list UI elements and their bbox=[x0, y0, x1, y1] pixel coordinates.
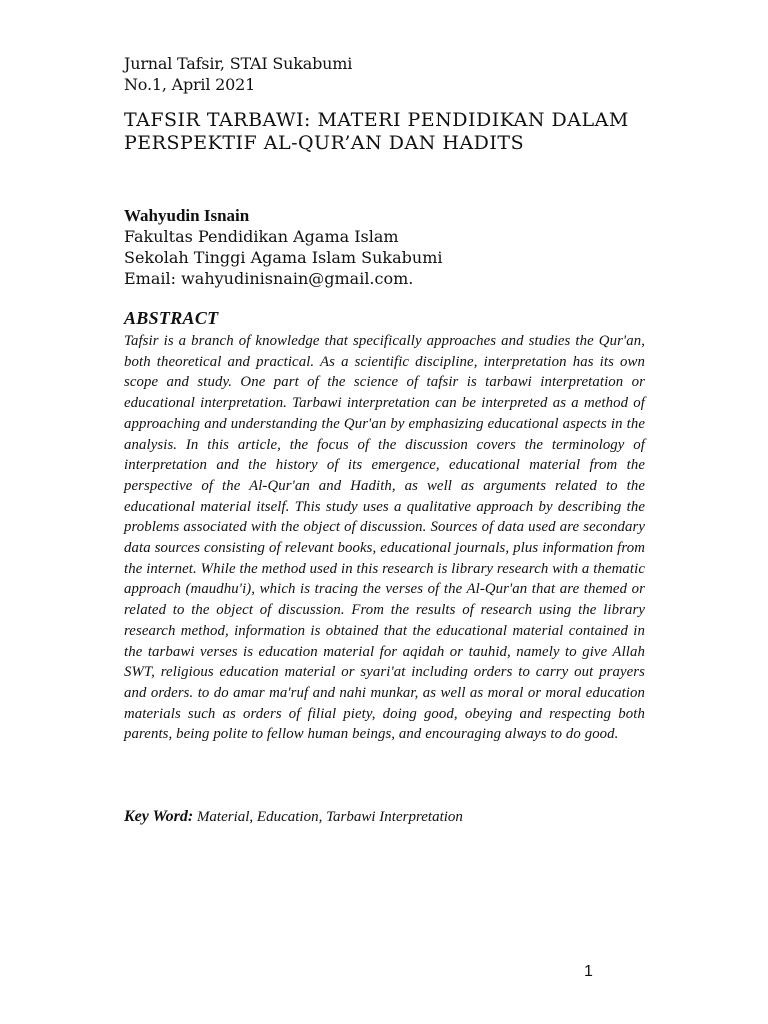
page-number: 1 bbox=[584, 963, 593, 980]
abstract-body: Tafsir is a branch of knowledge that specifically approaches and studies the Qur'an, both theoretical and practical. As a scientific discipline, interpretation has its own scope and study. One part of the science of tafsir is tarbawi interpretation or educational interpretation. Tarbawi interpretation can be interpreted as a method of approaching and understanding the Qur'an by emphasizing educational aspects in the analysis. In this article, the focus of the discussion covers the terminology of interpretation and the history of its emergence, educational material from the perspective of the Al-Qur'an and Hadith, as well as arguments related to the educational material itself. This study uses a qualitative approach by describing the problems associated with the object of discussion. Sources of data used are secondary data sources consisting of relevant books, educational journals, plus information from the internet. While the method used in this research is library research with a thematic approach (maudhu'i), which is tracing the verses of the Al-Qur'an that are themed or related to the object of discussion. From the results of research using the library research method, information is obtained that the educational material contained in the tarbawi verses is education material for aqidah or tauhid, namely to give Allah SWT, religious education material or syari'at including orders to carry out prayers and orders. to do amar ma'ruf and nahi munkar, as well as moral or moral education materials such as orders of filial piety, doing good, obeying and respecting both parents, being polite to fellow human beings, and encouraging always to do good. bbox=[124, 333, 645, 743]
paper-title: TAFSIR TARBAWI: MATERI PENDIDIKAN DALAM PERSPEKTIF AL-QUR’AN DAN HADITS bbox=[124, 109, 629, 154]
author-faculty: Fakultas Pendidikan Agama Islam bbox=[124, 227, 399, 246]
author-name: Wahyudin Isnain bbox=[124, 206, 250, 225]
abstract-heading: ABSTRACT bbox=[124, 308, 219, 328]
journal-name: Jurnal Tafsir, STAI Sukabumi bbox=[124, 54, 353, 73]
journal-info bbox=[124, 53, 352, 95]
keywords-label: Key Word: bbox=[124, 808, 194, 825]
keywords bbox=[124, 807, 463, 827]
journal-issue: No.1, April 2021 bbox=[124, 75, 256, 94]
author-email: Email: wahyudinisnain@gmail.com. bbox=[124, 269, 414, 288]
author-institution: Sekolah Tinggi Agama Islam Sukabumi bbox=[124, 248, 443, 267]
keywords-value: Material, Education, Tarbawi Interpretation bbox=[196, 809, 463, 825]
author-block bbox=[124, 205, 443, 289]
